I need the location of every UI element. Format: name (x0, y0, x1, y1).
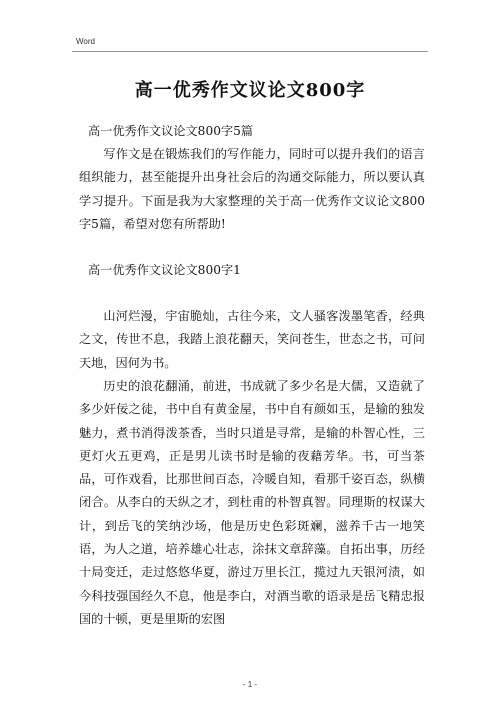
page-number: - 1 - (242, 680, 258, 689)
word-header-label: Word (76, 37, 95, 46)
intro-paragraph: 写作文是在锻炼我们的写作能力，同时可以提升我们的语言组织能力，甚至能提升出身社会后的沟通交际能力，所以要认真学习提升。下面是我为大家整理的关于高一优秀作文议论文800字5篇，希望对您有所帮助! (79, 147, 425, 231)
essay-paragraph-2: 历史的浪花翻涌，前进，书成就了多少名是大儒，又造就了多少奸佞之徒，书中自有黄金屋，书中自有颜如玉，是输的独发魅力，煮书消得泼茶香，当时只道是寻常，是输的朴智心性，三更灯火五更鸡，正是男儿读书时是输的夜藉芳华。书，可当茶品，可作戏看，比那世间百态，冷暖自知，看那千姿百态，纵横闭合。从李白的天纵之才，到杜甫的朴智真智。同理斯的权谋大计，到岳飞的笑纳沙场，他是历史色彩斑斓，滋养千古一地笑语，为人之道，培养雄心壮志，涂抹文章辞藻。自拓出事，历经十局变迁，走过悠悠华夏，游过万里长江，揽过九天银河渍，如今科技强国经久不息，他是李白，对酒当歌的语录是岳飞精忠报国的十顿，更是里斯的宏图 (79, 379, 425, 626)
essay-paragraph-1: 山河烂漫，宇宙脆灿，古往今来，文人骚客泼墨笔香，经典之文，传世不息，我踏上浪花翻天，笑问苍生，世态之书，可问天地，因何为书。 (79, 309, 425, 370)
essay-heading: 高一优秀作文议论文800字1 (88, 263, 241, 277)
document-title: 高一优秀作文议论文800字 (134, 80, 366, 101)
header-divider (72, 51, 428, 52)
collection-subtitle: 高一优秀作文议论文800字5篇 (88, 124, 254, 138)
